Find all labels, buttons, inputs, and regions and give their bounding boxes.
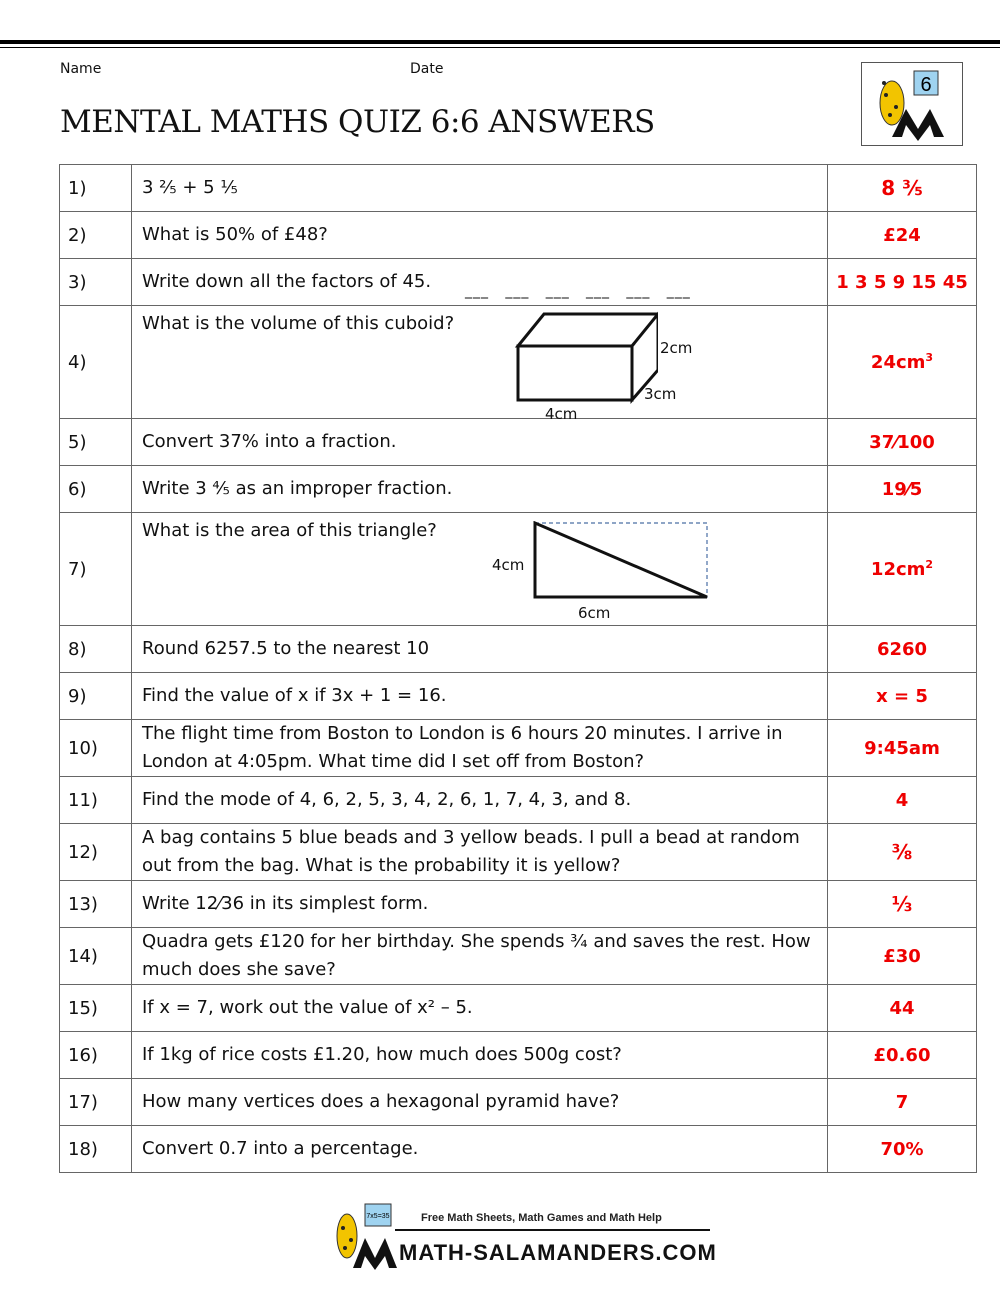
answer: 70% [828,1126,977,1173]
answer: 6260 [828,626,977,673]
answer: £0.60 [828,1032,977,1079]
triangle-height-label: 4cm [492,556,525,574]
logo-badge: 6 [920,74,932,96]
answer: 1 3 5 9 15 45 [828,259,977,306]
question-number: 4) [60,306,132,419]
question-number: 2) [60,212,132,259]
answer: 7 [828,1079,977,1126]
answer: 44 [828,985,977,1032]
answer: 12cm [870,559,926,580]
page-title: MENTAL MATHS QUIZ 6:6 ANSWERS [60,104,655,140]
question-number: 13) [60,881,132,928]
question-number: 15) [60,985,132,1032]
question-text: Write 12⁄36 in its simplest form. [132,881,828,928]
footer-logo [325,1202,715,1272]
table-row [60,1126,977,1173]
footer-site: MATH-SALAMANDERS.COM [399,1240,715,1265]
triangle-diagram [533,521,709,599]
top-rule-thin [0,47,1000,48]
answer: x = 5 [828,673,977,720]
answer: 8 ⅗ [828,165,977,212]
table-row [60,419,977,466]
answer-cell [828,513,977,626]
answer: ⅜ [828,824,977,881]
name-label: Name [60,61,102,77]
question-number: 16) [60,1032,132,1079]
question-cell [132,513,828,626]
table-row [60,881,977,928]
question-number: 12) [60,824,132,881]
cuboid-depth-label: 3cm [644,385,677,403]
question-text: Convert 0.7 into a percentage. [132,1126,828,1173]
table-row [60,673,977,720]
answer-exponent: 3 [925,351,934,364]
table-row [60,720,977,777]
question-text: Find the value of x if 3x + 1 = 16. [132,673,828,720]
answer: 9:45am [828,720,977,777]
answer: ⅓ [828,881,977,928]
footer-tagline: Free Math Sheets, Math Games and Math Help [421,1212,662,1224]
question-number: 9) [60,673,132,720]
question-number: 18) [60,1126,132,1173]
table-row [60,466,977,513]
question-text: If 1kg of rice costs £1.20, how much does 500g cost? [132,1032,828,1079]
question-text: What is 50% of £48? [132,212,828,259]
table-row [60,777,977,824]
question-cell [132,306,828,423]
salamander-logo [861,62,963,146]
table-row [60,985,977,1032]
answer: 19⁄5 [828,466,977,513]
question-text: 3 ⅖ + 5 ⅕ [132,165,828,212]
question-text: Write down all the factors of 45. [142,271,432,292]
top-rule [0,40,1000,44]
question-text: Convert 37% into a fraction. [132,419,828,466]
answer: 24cm [870,352,926,373]
cuboid-diagram [508,310,658,410]
answer-cell [828,306,977,419]
date-label: Date [410,61,444,77]
question-text: Quadra gets £120 for her birthday. She spends ¾ and saves the rest. How much does she save? [132,928,828,985]
answer: 4 [828,777,977,824]
footer-badge: 7x5=35 [366,1213,390,1220]
question-number: 1) [60,165,132,212]
question-text: The flight time from Boston to London is 6 hours 20 minutes. I arrive in London at 4:05pm. What time did I set off from Boston? [132,720,828,777]
question-number: 10) [60,720,132,777]
table-row [60,1032,977,1079]
question-number: 11) [60,777,132,824]
quiz-table [59,164,977,1173]
cuboid-width-label: 4cm [545,405,578,423]
question-number: 3) [60,259,132,306]
table-row [60,824,977,881]
question-number: 6) [60,466,132,513]
table-row [60,928,977,985]
answer-exponent: 2 [925,558,934,571]
table-row [60,259,977,306]
table-row [60,306,977,419]
table-row [60,165,977,212]
answer: 37⁄100 [828,419,977,466]
question-text: What is the volume of this cuboid? [142,313,455,334]
table-row [60,626,977,673]
table-row [60,1079,977,1126]
question-text: What is the area of this triangle? [142,520,437,541]
question-number: 8) [60,626,132,673]
answer-blanks: ___ ___ ___ ___ ___ ___ [465,283,691,299]
question-number: 5) [60,419,132,466]
question-text: Find the mode of 4, 6, 2, 5, 3, 4, 2, 6, 1, 7, 4, 3, and 8. [132,777,828,824]
triangle-base-label: 6cm [578,604,611,622]
question-number: 14) [60,928,132,985]
answer: £30 [828,928,977,985]
question-text: Round 6257.5 to the nearest 10 [132,626,828,673]
answer: £24 [828,212,977,259]
question-number: 17) [60,1079,132,1126]
question-text: If x = 7, work out the value of x² – 5. [132,985,828,1032]
question-text: How many vertices does a hexagonal pyramid have? [132,1079,828,1126]
question-number: 7) [60,513,132,626]
table-row [60,513,977,626]
cuboid-height-label: 2cm [660,339,693,357]
question-cell [132,259,828,306]
question-text: Write 3 ⅘ as an improper fraction. [132,466,828,513]
question-text: A bag contains 5 blue beads and 3 yellow beads. I pull a bead at random out from the bag. What is the probability it is yellow? [132,824,828,881]
table-row [60,212,977,259]
